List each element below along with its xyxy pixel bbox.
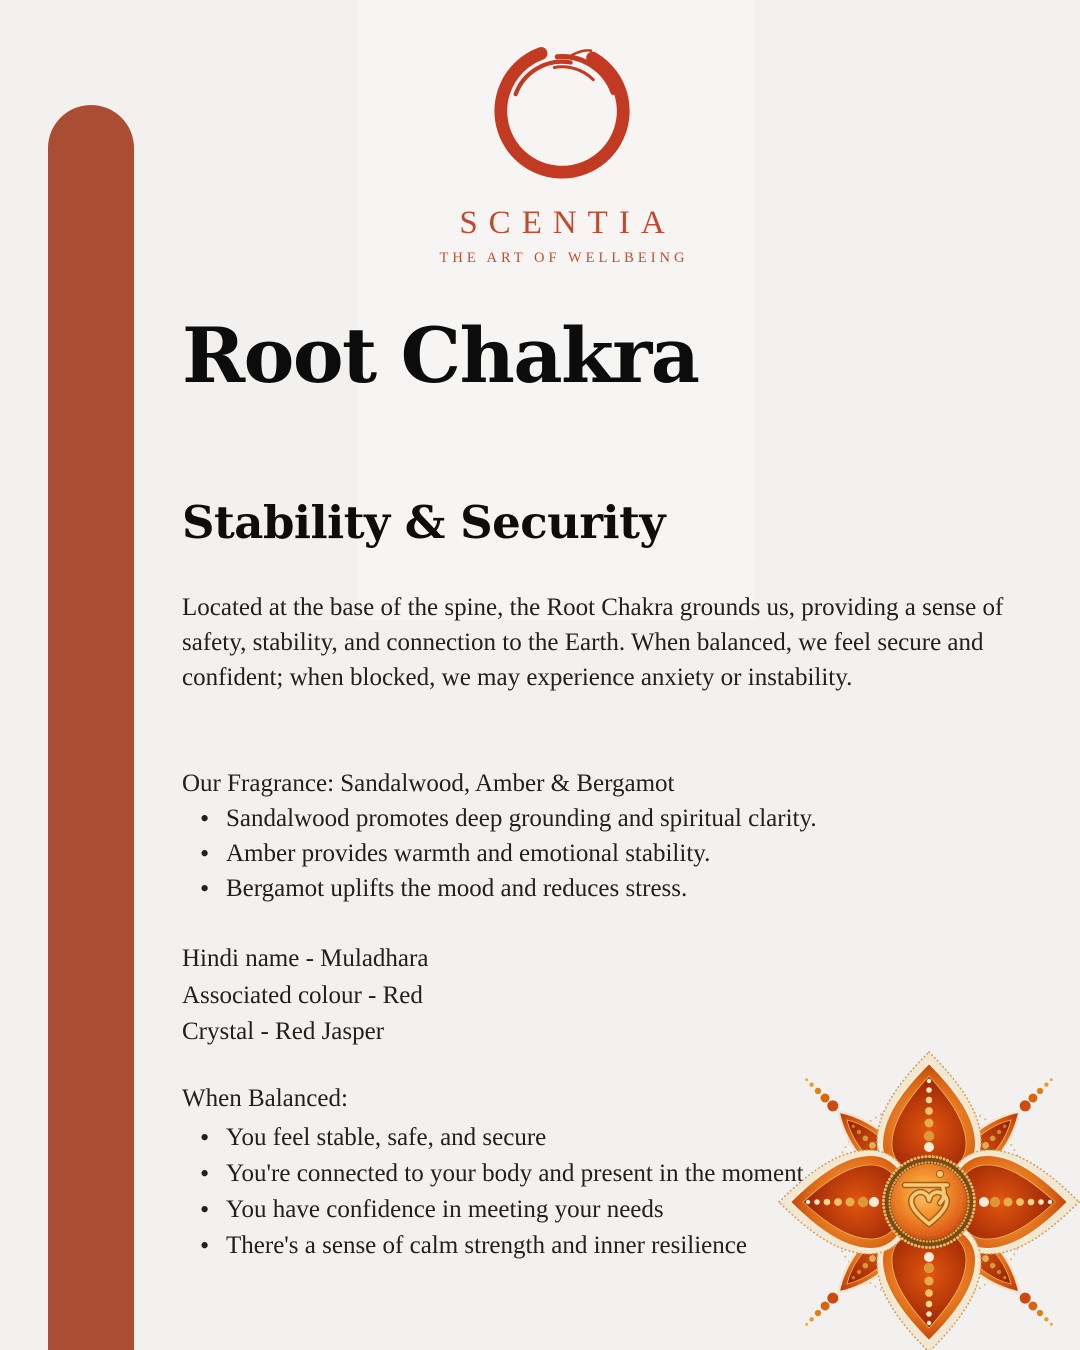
fact-colour: Associated colour - Red bbox=[182, 981, 423, 1009]
enso-brush-circle-icon bbox=[477, 26, 647, 196]
brand-name: SCENTIA bbox=[459, 205, 676, 241]
balanced-item: • You're connected to your body and present in the moment bbox=[182, 1156, 942, 1192]
page-subtitle: Stability & Security bbox=[182, 496, 666, 549]
fact-crystal: Crystal - Red Jasper bbox=[182, 1018, 385, 1045]
fragrance-note: • Bergamot uplifts the mood and reduces stress. bbox=[182, 871, 1034, 906]
fragrance-heading: Our Fragrance: Sandalwood, Amber & Bergamot bbox=[182, 770, 675, 797]
brand-tagline: THE ART OF WELLBEING bbox=[439, 250, 689, 266]
muladhara-mandala-icon bbox=[755, 1028, 1080, 1350]
balanced-item: • You feel stable, safe, and secure bbox=[182, 1120, 942, 1156]
page-title: Root Chakra bbox=[182, 311, 699, 400]
when-balanced-heading: When Balanced: bbox=[182, 1085, 348, 1112]
accent-bar bbox=[48, 105, 134, 1350]
fragrance-note: • Amber provides warmth and emotional stability. bbox=[182, 836, 1034, 871]
fragrance-note: • Sandalwood promotes deep grounding and spiritual clarity. bbox=[182, 801, 1034, 836]
fact-hindi-name: Hindi name - Muladhara bbox=[182, 945, 429, 972]
brand-block bbox=[22, 26, 1080, 267]
intro-paragraph: Located at the base of the spine, the Root Chakra grounds us, providing a sense of safety, stability, and connection to the Earth. When balanced, we feel secure and confident; when blocked, we may experience anxiety or instability. bbox=[182, 594, 1004, 691]
balanced-item: • There's a sense of calm strength and inner resilience bbox=[182, 1228, 942, 1264]
balanced-item: • You have confidence in meeting your needs bbox=[182, 1192, 942, 1228]
fragrance-section bbox=[182, 766, 1034, 906]
fragrance-notes-list bbox=[182, 801, 1034, 906]
root-chakra-mandala bbox=[755, 1028, 1080, 1350]
